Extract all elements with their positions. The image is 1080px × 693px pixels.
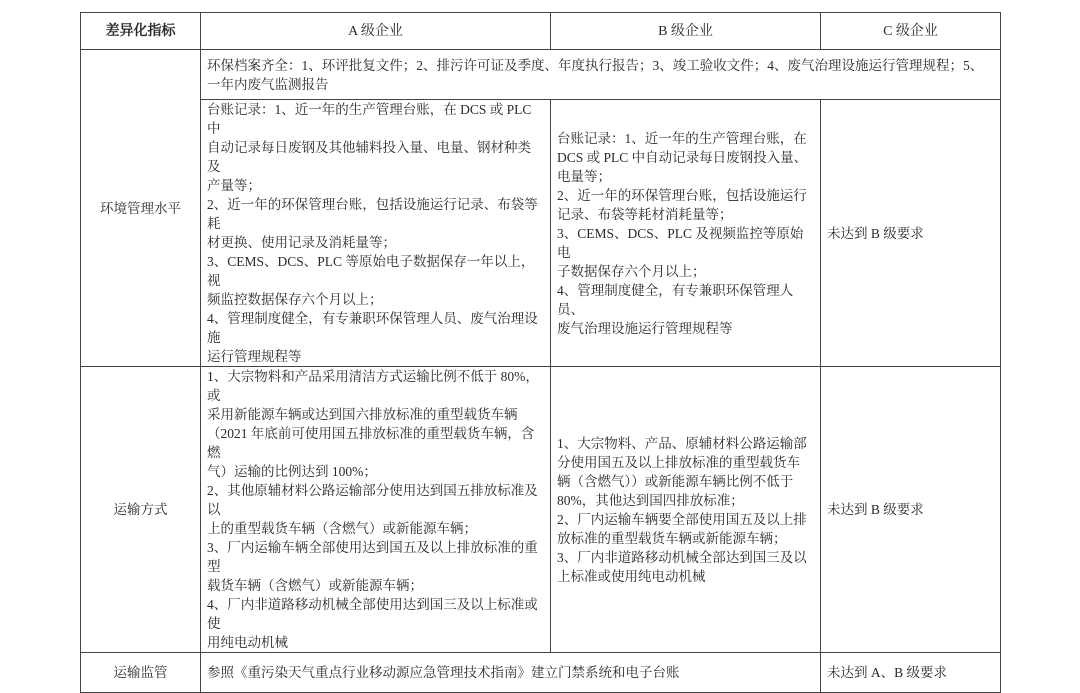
env-archive-cell: 环保档案齐全：1、环评批复文件；2、排污许可证及季度、年度执行报告；3、竣工验收文件；4、废气治理设施运行管理规程；5、 一年内废气监测报告: [201, 50, 1001, 100]
table-row-env-ledger: [81, 100, 1001, 367]
table-row-monitoring: [81, 653, 1001, 693]
monitoring-c-cell: 未达到 A、B 级要求: [821, 653, 1001, 693]
transport-b-cell: 1、大宗物料、产品、原辅材料公路运输部 分使用国五及以上排放标准的重型载货车 辆（含燃气））或新能源车辆比例不低于 80%，其他达到国四排放标准； 2、厂内运输车辆要全部使用国五及以上排 放标准的重型载货车辆或新能源车辆； 3、厂内非道路移动机械全部达到国三及以 上标准或使用纯电动机械: [551, 367, 821, 653]
table-header-row: [81, 13, 1001, 50]
enterprise-grading-table: [80, 12, 1001, 693]
header-grade-c: C 级企业: [821, 13, 1001, 50]
row-label-transport: 运输方式: [81, 367, 201, 653]
monitoring-ab-cell: 参照《重污染天气重点行业移动源应急管理技术指南》建立门禁系统和电子台账: [201, 653, 821, 693]
table-row-env-archive: [81, 50, 1001, 100]
table-row-transport: [81, 367, 1001, 653]
row-label-monitoring: 运输监管: [81, 653, 201, 693]
transport-a-cell: 1、大宗物料和产品采用清洁方式运输比例不低于 80%，或 采用新能源车辆或达到国六排放标准的重型载货车辆 （2021 年底前可使用国五排放标准的重型载货车辆，含燃 气）运输的比例达到 100%； 2、其他原辅材料公路运输部分使用达到国五排放标准及以 上的重型载货车辆（含燃气）或新能源车辆； 3、厂内运输车辆全部使用达到国五及以上排放标准的重型 载货车辆（含燃气）或新能源车辆； 4、厂内非道路移动机械全部使用达到国三及以上标准或使 用纯电动机械: [201, 367, 551, 653]
row-label-env: 环境管理水平: [81, 50, 201, 367]
transport-c-cell: 未达到 B 级要求: [821, 367, 1001, 653]
header-grade-a: A 级企业: [201, 13, 551, 50]
env-ledger-b-cell: 台账记录：1、近一年的生产管理台账，在 DCS 或 PLC 中自动记录每日废钢投入量、 电量等； 2、近一年的环保管理台账，包括设施运行 记录、布袋等耗材消耗量等； 3、CEMS、DCS、PLC 及视频监控等原始电 子数据保存六个月以上； 4、管理制度健全，有专兼职环保管理人员、 废气治理设施运行管理规程等: [551, 100, 821, 367]
env-c-cell: 未达到 B 级要求: [821, 100, 1001, 367]
header-indicator: 差异化指标: [81, 13, 201, 50]
env-ledger-a-cell: 台账记录：1、近一年的生产管理台账，在 DCS 或 PLC 中 自动记录每日废钢及其他辅料投入量、电量、钢材种类及 产量等； 2、近一年的环保管理台账，包括设施运行记录、布袋等耗 材更换、使用记录及消耗量等； 3、CEMS、DCS、PLC 等原始电子数据保存一年以上，视 频监控数据保存六个月以上； 4、管理制度健全，有专兼职环保管理人员、废气治理设施 运行管理规程等: [201, 100, 551, 367]
header-grade-b: B 级企业: [551, 13, 821, 50]
